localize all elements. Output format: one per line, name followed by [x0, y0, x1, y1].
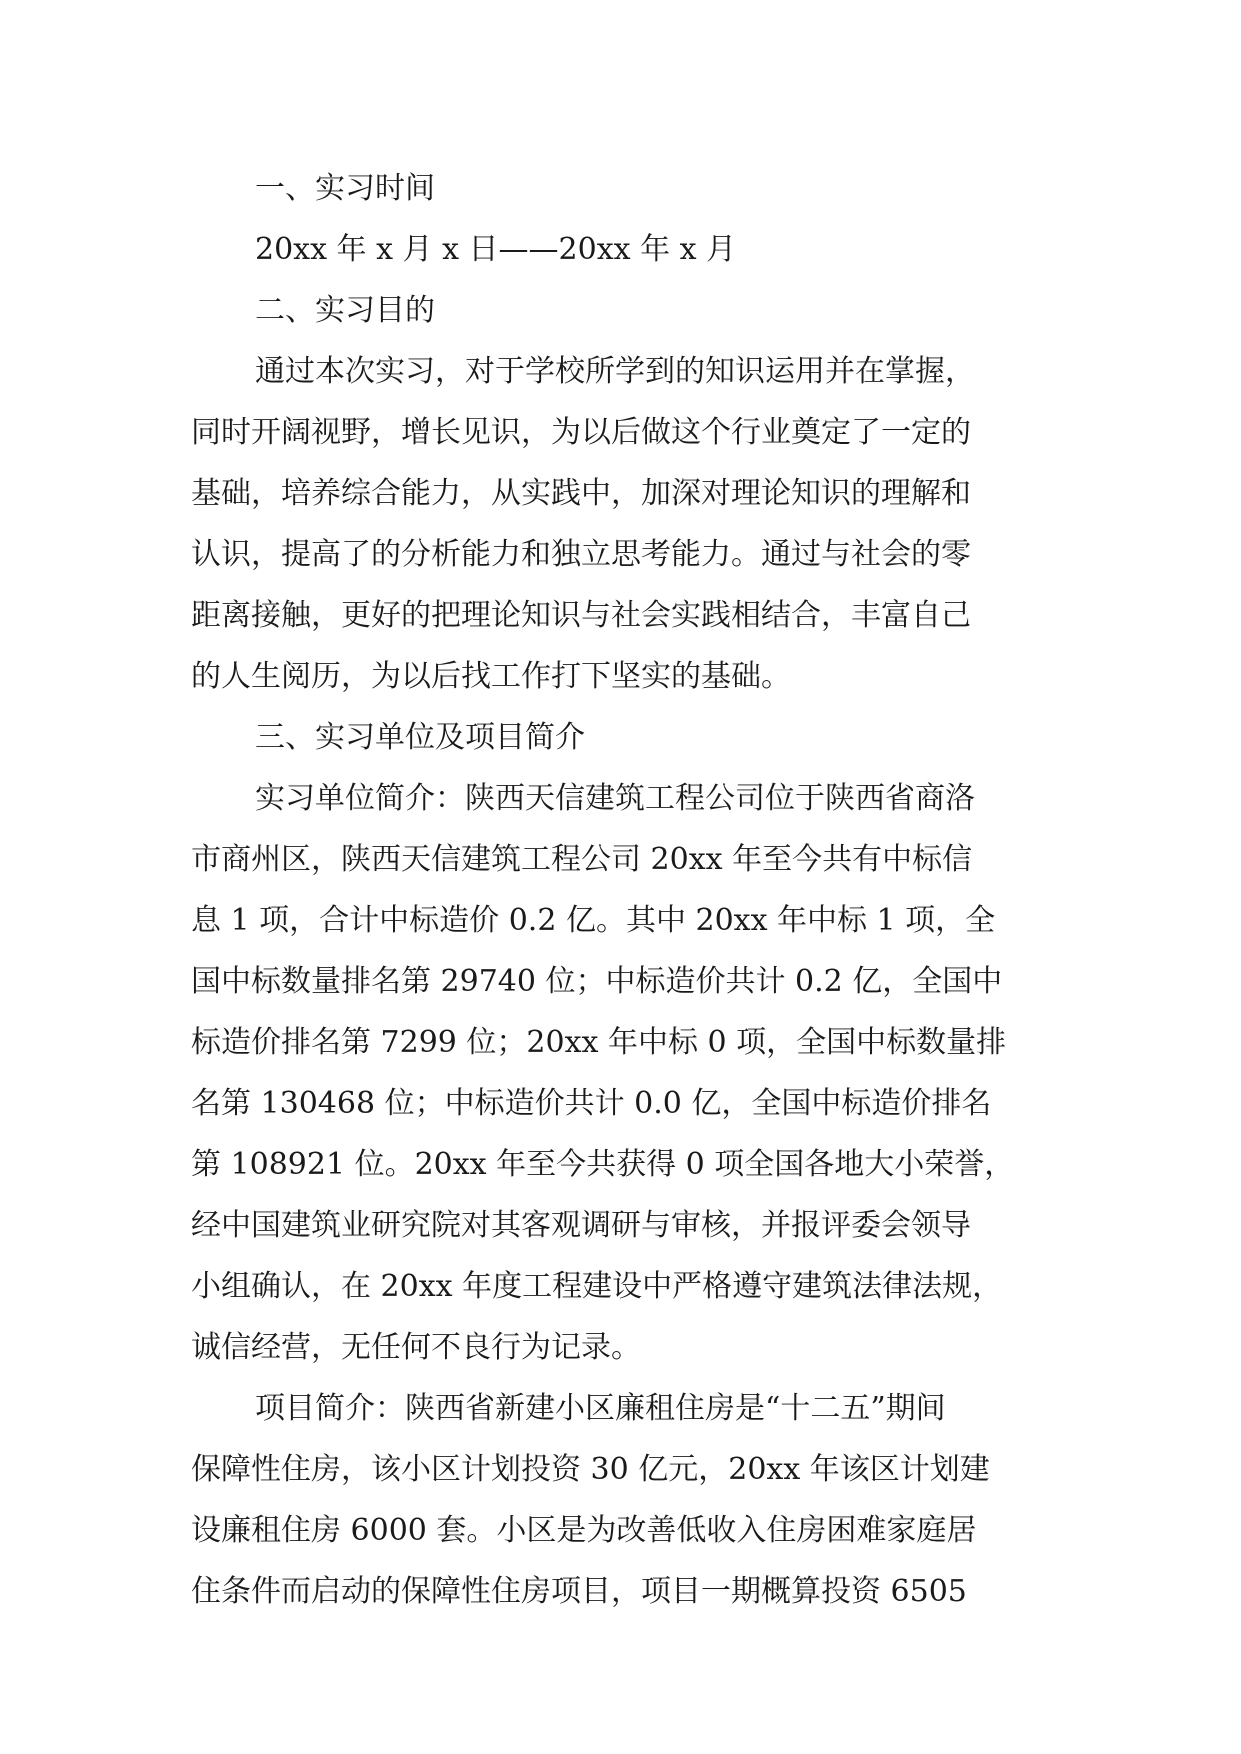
paragraph-line: 小组确认，在 20xx 年度工程建设中严格遵守建筑法律法规， [191, 1269, 1003, 1304]
paragraph-line: 项目简介：陕西省新建小区廉租住房是“十二五”期间 [255, 1391, 946, 1426]
paragraph-line: 第 108921 位。20xx 年至今共获得 0 项全国各地大小荣誉， [191, 1147, 1015, 1182]
paragraph-line: 保障性住房，该小区计划投资 30 亿元，20xx 年该区计划建 [191, 1452, 990, 1487]
paragraph-line: 实习单位简介：陕西天信建筑工程公司位于陕西省商洛 [255, 781, 975, 816]
heading-internship-purpose: 二、实习目的 [255, 293, 435, 328]
heading-unit-and-project: 三、实习单位及项目简介 [255, 720, 585, 755]
document-body [191, 158, 1051, 1622]
paragraph-line: 基础，培养综合能力，从实践中，加深对理论知识的理解和 [191, 476, 971, 511]
paragraph-line: 市商州区，陕西天信建筑工程公司 20xx 年至今共有中标信 [191, 842, 973, 877]
paragraph-line: 标造价排名第 7299 位；20xx 年中标 0 项，全国中标数量排 [191, 1025, 1007, 1060]
paragraph-line: 认识，提高了的分析能力和独立思考能力。通过与社会的零 [191, 537, 971, 572]
paragraph-line: 经中国建筑业研究院对其客观调研与审核，并报评委会领导 [191, 1208, 971, 1243]
paragraph-line: 同时开阔视野，增长见识，为以后做这个行业奠定了一定的 [191, 415, 971, 450]
paragraph-line: 诚信经营，无任何不良行为记录。 [191, 1330, 641, 1365]
paragraph-line: 设廉租住房 6000 套。小区是为改善低收入住房困难家庭居 [191, 1513, 977, 1548]
paragraph-line: 的人生阅历，为以后找工作打下坚实的基础。 [191, 659, 791, 694]
paragraph-line: 名第 130468 位；中标造价共计 0.0 亿，全国中标造价排名 [191, 1086, 992, 1121]
paragraph-line: 息 1 项，合计中标造价 0.2 亿。其中 20xx 年中标 1 项，全 [191, 903, 996, 938]
heading-internship-time: 一、实习时间 [255, 171, 435, 206]
paragraph-line: 距离接触，更好的把理论知识与社会实践相结合，丰富自己 [191, 598, 971, 633]
paragraph-line: 住条件而启动的保障性住房项目，项目一期概算投资 6505 [191, 1574, 967, 1609]
internship-date-range: 20xx 年 x 月 x 日——20xx 年 x 月 [255, 232, 737, 267]
paragraph-line: 国中标数量排名第 29740 位；中标造价共计 0.2 亿，全国中 [191, 964, 1003, 999]
paragraph-line: 通过本次实习，对于学校所学到的知识运用并在掌握， [255, 354, 975, 389]
